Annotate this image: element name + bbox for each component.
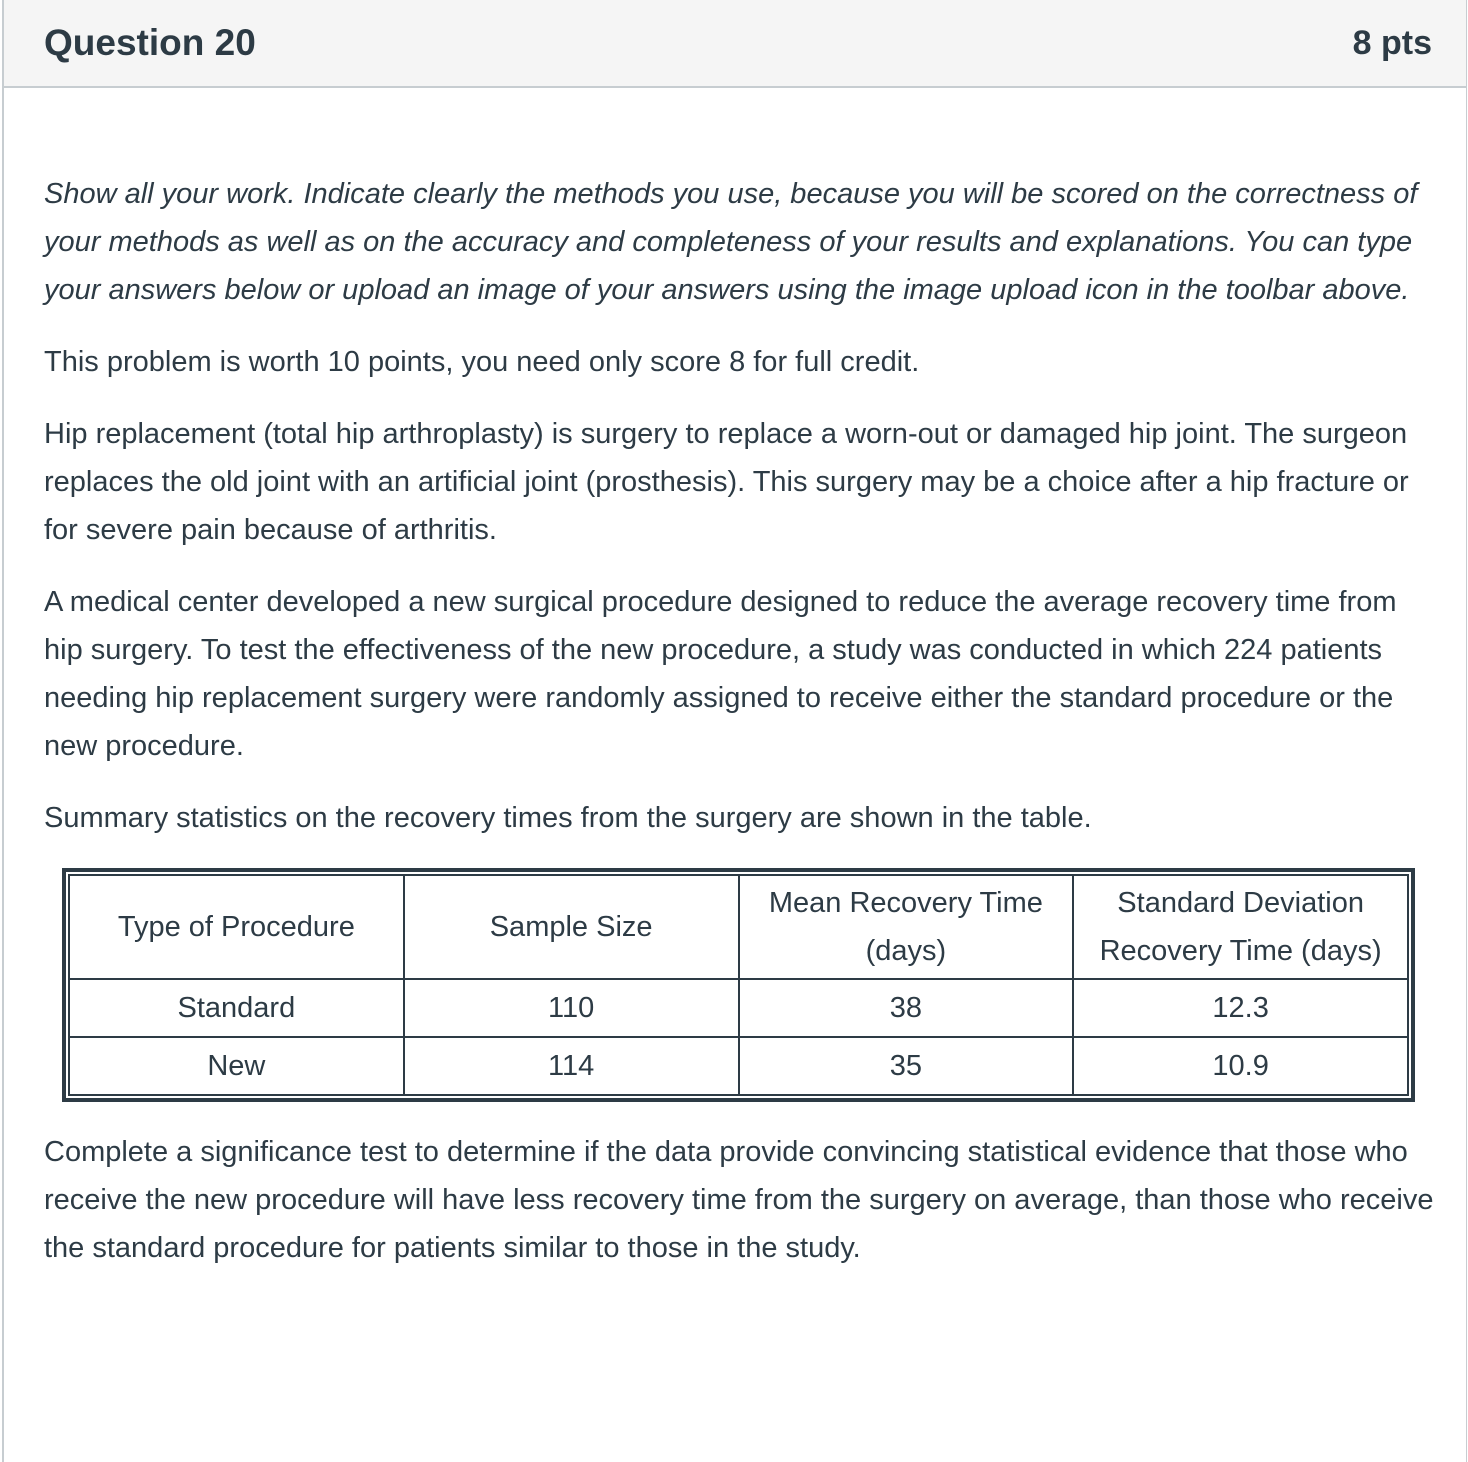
question-header (4, 0, 1466, 88)
table-header-cell: Standard Deviation Recovery Time (days) (1073, 875, 1408, 979)
question-points: 8 pts (1352, 24, 1432, 62)
table-cell: New (69, 1037, 404, 1095)
table-header-cell: Mean Recovery Time (days) (739, 875, 1074, 979)
worth-text: This problem is worth 10 points, you need only score 8 for full credit. (44, 346, 920, 378)
question-card (2, 0, 1467, 1462)
study-text: A medical center developed a new surgical procedure designed to reduce the average recovery time from hip surgery. To test the effectiveness of the new procedure, a study was conducted in which 224 patients needing hip replacement surgery were randomly assigned to receive either the standard procedure or the new procedure. (44, 586, 1397, 762)
table-cell: 110 (404, 979, 739, 1037)
table-cell: 12.3 (1073, 979, 1408, 1037)
question-body (44, 170, 1434, 1272)
table-cell: 35 (739, 1037, 1074, 1095)
summary-table-frame (62, 868, 1415, 1102)
summary-table (68, 874, 1409, 1096)
table-row (69, 979, 1408, 1037)
task-text: Complete a significance test to determine if the data provide convincing statistical evidence that those who receive the new procedure will have less recovery time from the surgery on average, than those who receive the standard procedure for patients similar to those in the study. (44, 1136, 1434, 1264)
instructions-text: Show all your work. Indicate clearly the methods you use, because you will be scored on the correctness of your methods as well as on the accuracy and completeness of your results and explanations. You can type your answers below or upload an image of your answers using the image upload icon in the toolbar above. (44, 178, 1418, 306)
table-header-cell: Sample Size (404, 875, 739, 979)
summary-intro-text: Summary statistics on the recovery times from the surgery are shown in the table. (44, 802, 1092, 834)
table-header-cell: Type of Procedure (69, 875, 404, 979)
table-cell: 114 (404, 1037, 739, 1095)
table-row (69, 1037, 1408, 1095)
background-text: Hip replacement (total hip arthroplasty) is surgery to replace a worn-out or damaged hip joint. The surgeon replaces the old joint with an artificial joint (prosthesis). This surgery may be a choice after a hip fracture or for severe pain because of arthritis. (44, 418, 1409, 546)
table-cell: 38 (739, 979, 1074, 1037)
table-cell: Standard (69, 979, 404, 1037)
table-cell: 10.9 (1073, 1037, 1408, 1095)
table-header-row (69, 875, 1408, 979)
question-title: Question 20 (44, 22, 256, 63)
